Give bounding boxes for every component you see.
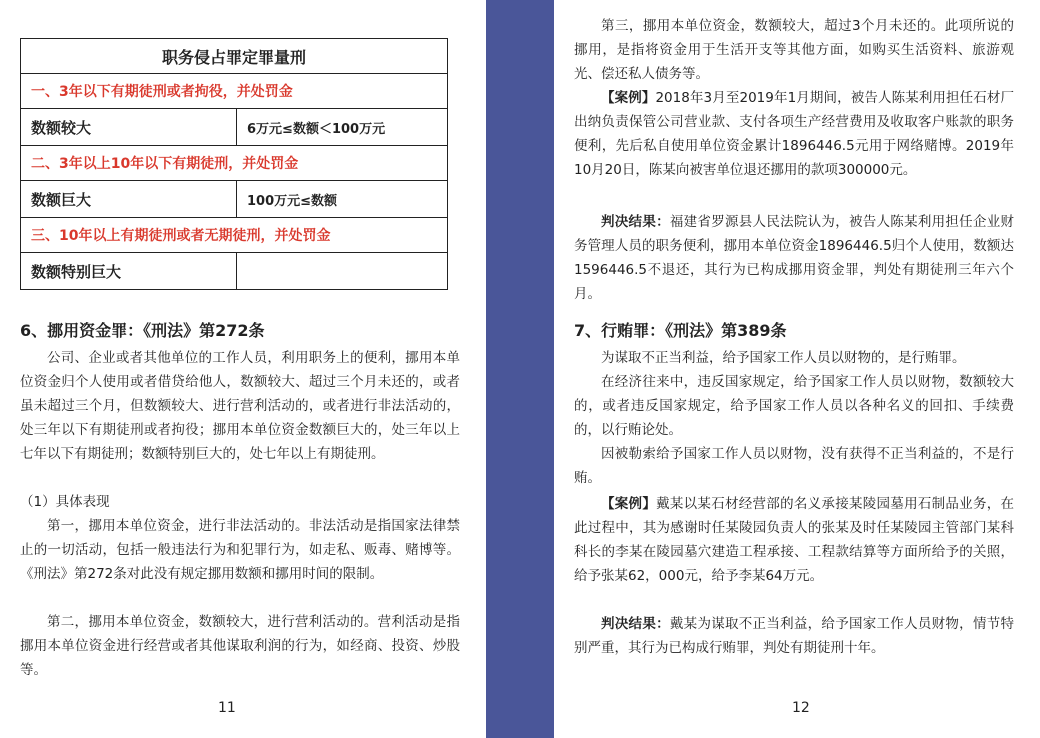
case-label: 【案例】 bbox=[601, 496, 657, 512]
verdict-text: 戴某为谋取不正当利益，给予国家工作人员财物，情节特别严重，其行为已构成行贿罪，判处有期徒刑十年。 bbox=[574, 616, 1015, 656]
paragraph: 第三，挪用本单位资金，数额较大，超过3个月未还的。此项所说的挪用，是指将资金用于生活开支等其他方面，如购买生活资料、旅游观光、偿还私人债务等。 bbox=[574, 18, 1014, 82]
right-page bbox=[554, 0, 1040, 738]
row-value bbox=[237, 253, 448, 290]
table-title: 职务侵占罪定罪量刑 bbox=[21, 39, 448, 74]
verdict-label: 判决结果： bbox=[601, 214, 670, 230]
row-label: 数额巨大 bbox=[21, 181, 237, 218]
table-row bbox=[21, 181, 448, 218]
paragraph: 公司、企业或者其他单位的工作人员，利用职务上的便利，挪用本单位资金归个人使用或者借贷给他人，数额较大、超过三个月未还的，或者虽未超过三个月，但数额较大、进行营利活动的，或者进行非法活动的，处三年以下有期徒刑或者拘役；挪用本单位资金数额巨大的，处三年以上七年以下有期徒刑；数额特别巨大的，处七年以上有期徒刑。 bbox=[20, 350, 460, 462]
paragraph: 在经济往来中，违反国家规定，给予国家工作人员以财物，数额较大的，或者违反国家规定，给予国家工作人员以各种名义的回扣、手续费的，以行贿论处。 bbox=[574, 374, 1014, 438]
section-heading: 7、行贿罪：《刑法》第389条 bbox=[574, 321, 787, 340]
paragraph: 因被勒索给予国家工作人员以财物，没有获得不正当利益的，不是行贿。 bbox=[574, 446, 1014, 486]
table-row bbox=[21, 253, 448, 290]
case-paragraph bbox=[574, 492, 1014, 588]
verdict-text: 福建省罗源县人民法院认为，被告人陈某利用担任企业财务管理人员的职务便利，挪用本单位资金1896446.5归个人使用，数额达1596446.5不退还，其行为已构成挪用资金罪，判处有期徒刑三年六个月。 bbox=[574, 214, 1015, 302]
verdict-paragraph bbox=[574, 210, 1014, 306]
page-number: 12 bbox=[792, 700, 810, 716]
sentencing-table bbox=[20, 38, 448, 290]
paragraph: 第一，挪用本单位资金，进行非法活动的。非法活动是指国家法律禁止的一切活动，包括一般违法行为和犯罪行为，如走私、贩毒、赌博等。《刑法》第272条对此没有规定挪用数额和挪用时间的限制。 bbox=[20, 518, 460, 582]
table-row bbox=[21, 109, 448, 146]
row-value: 100万元≤数额 bbox=[237, 181, 448, 218]
left-page bbox=[0, 0, 486, 738]
page-number: 11 bbox=[218, 700, 236, 716]
verdict-label: 判决结果： bbox=[601, 616, 670, 632]
row-label: 数额特别巨大 bbox=[21, 253, 237, 290]
table-tier-1: 一、3年以下有期徒刑或者拘役，并处罚金 bbox=[21, 74, 448, 109]
section-heading: 6、挪用资金罪：《刑法》第272条 bbox=[20, 321, 265, 340]
case-paragraph bbox=[574, 86, 1014, 182]
case-label: 【案例】 bbox=[601, 90, 656, 106]
sub-heading: （1）具体表现 bbox=[20, 494, 110, 510]
row-value: 6万元≤数额＜100万元 bbox=[237, 109, 448, 146]
paragraph: 为谋取不正当利益，给予国家工作人员以财物的，是行贿罪。 bbox=[601, 350, 966, 366]
table-tier-2: 二、3年以上10年以下有期徒刑，并处罚金 bbox=[21, 146, 448, 181]
row-label: 数额较大 bbox=[21, 109, 237, 146]
paragraph: 第二，挪用本单位资金，数额较大，进行营利活动的。营利活动是指挪用本单位资金进行经营或者其他谋取利润的行为，如经商、投资、炒股等。 bbox=[20, 614, 460, 678]
verdict-paragraph bbox=[574, 612, 1014, 660]
case-text: 2018年3月至2019年1月期间，被告人陈某利用担任石材厂出纳负责保管公司营业款、支付各项生产经营费用及收取客户账款的职务便利，先后私自使用单位资金累计1896446.5元用于网络赌博。2019年10月20日，陈某向被害单位退还挪用的款项300000元。 bbox=[574, 90, 1015, 178]
book-spine bbox=[486, 0, 554, 738]
table-tier-3: 三、10年以上有期徒刑或者无期徒刑，并处罚金 bbox=[21, 218, 448, 253]
case-text: 戴某以某石材经营部的名义承接某陵园墓用石制品业务，在此过程中，其为感谢时任某陵园负责人的张某及时任某陵园主管部门某科科长的李某在陵园墓穴建造工程承接、工程款结算等方面所给予的关照，给予张某62，000元，给予李某64万元。 bbox=[574, 496, 1015, 584]
